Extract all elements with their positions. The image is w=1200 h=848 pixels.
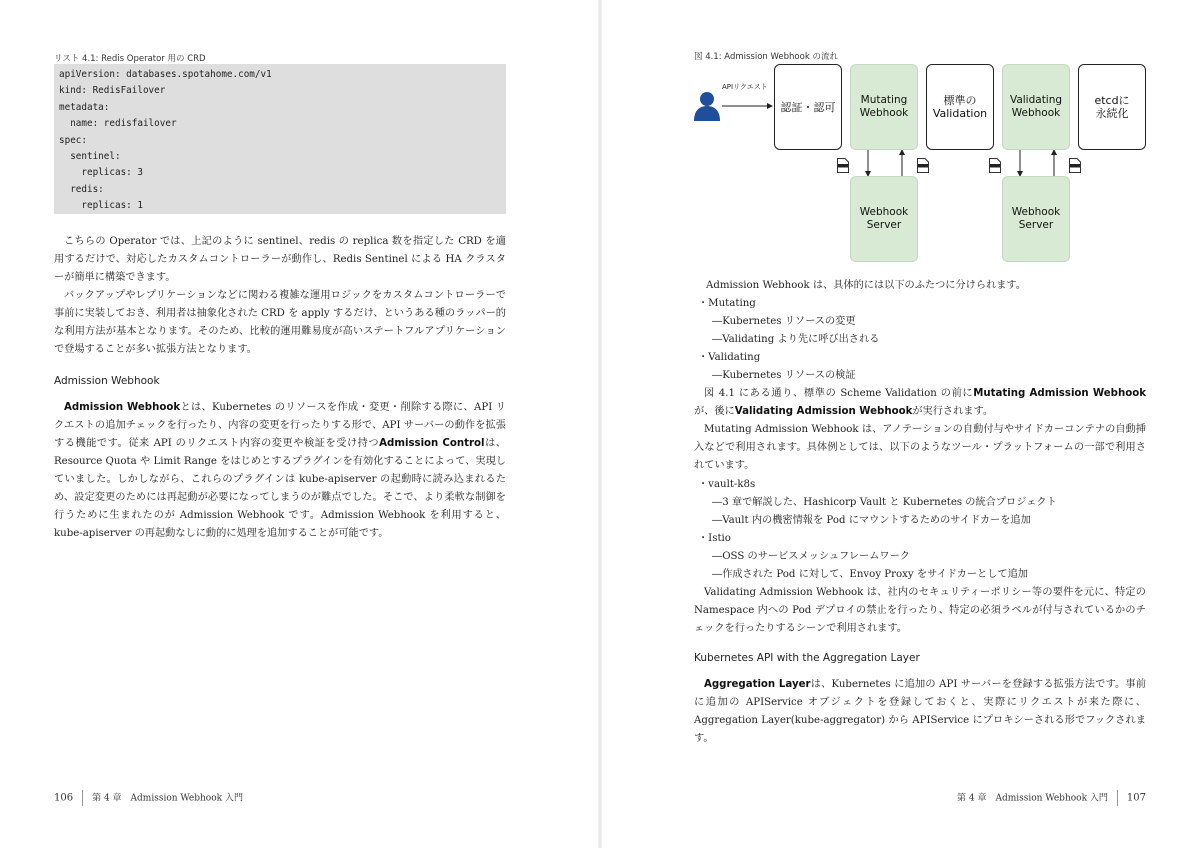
paragraph-mutating-usage: Mutating Admission Webhook は、アノテーションの自動付与やサイドカーコンテナの自動挿入などで利用されます。具体例としては、以下のようなツール・プラットフォームの一部で利用されています。: [694, 424, 1146, 471]
list-item: ・Mutating: [698, 298, 756, 309]
right-page: [600, 0, 1200, 848]
page-number: 106: [54, 792, 74, 804]
box-auth: 認証・認可: [774, 64, 842, 150]
list-item: ・vault-k8s: [698, 479, 756, 490]
footer-right: [957, 790, 1146, 806]
box-standard-validation: 標準の Validation: [926, 64, 994, 150]
list-item: ―Vault 内の機密情報を Pod にマウントするためのサイドカーを追加: [712, 515, 1031, 526]
running-header: 第 4 章 Admission Webhook 入門: [92, 793, 243, 804]
box-validating-webhook: Validating Webhook: [1002, 64, 1070, 150]
box-mutating-webhook: Mutating Webhook: [850, 64, 918, 150]
list-item: ―3 章で解説した、Hashicorp Vault と Kubernetes の統合プロジェクト: [712, 497, 1057, 508]
figure-caption: 図 4.1: Admission Webhook の流れ: [694, 52, 838, 62]
footer-left: [54, 790, 243, 806]
term-admission-webhook: Admission Webhook: [64, 402, 181, 413]
api-request-label: APIリクエスト: [722, 83, 768, 91]
code-line: name: redisfailover: [59, 118, 177, 130]
page-number: 107: [1126, 792, 1146, 804]
list-item: ―OSS のサービスメッシュフレームワーク: [712, 551, 910, 562]
code-listing: [54, 64, 506, 214]
json-document-icon: [1069, 158, 1081, 173]
listing-caption: リスト 4.1: Redis Operator 用の CRD: [54, 54, 206, 64]
list-item: ・Validating: [698, 352, 761, 363]
term-mutating-admission-webhook: Mutating Admission Webhook: [973, 388, 1146, 399]
list-item: ―Kubernetes リソースの変更: [712, 316, 856, 327]
paragraph-wrapper-usage: バックアップやレプリケーションなどに関わる複雑な運用ロジックをカスタムコントローラーで事前に実装しておき、利用者は抽象化された CRD を apply するだけ、というある種のラッパー的な利用方法が基本となります。そのため、比較的運用難易度が高いステートフルアプリケーションで登場することが多い拡張方法となります。: [54, 290, 506, 355]
code-line: replicas: 3: [59, 167, 143, 179]
list-item: ―Validating より先に呼び出される: [712, 334, 880, 345]
term-validating-admission-webhook: Validating Admission Webhook: [734, 406, 913, 417]
intro-line: Admission Webhook は、具体的には以下のふたつに分けられます。: [706, 280, 1026, 291]
section-heading-aggregation-layer: Kubernetes API with the Aggregation Layer: [694, 652, 920, 664]
list-item: ―Kubernetes リソースの検証: [712, 370, 856, 381]
running-header: 第 4 章 Admission Webhook 入門: [957, 793, 1108, 804]
admission-webhook-flow-diagram: [600, 0, 1200, 270]
term-aggregation-layer: Aggregation Layer: [704, 679, 811, 690]
json-document-icon: [989, 158, 1001, 173]
code-line: sentinel:: [59, 151, 121, 163]
code-line: apiVersion: databases.spotahome.com/v1: [59, 69, 272, 80]
paragraph-validating-usage: Validating Admission Webhook は、社内のセキュリティーポリシー等の要件を元に、特定の Namespace 内への Pod デプロイの禁止を行ったり、特定の必須ラベルが付与されているかのチェックを行ったりするシーンで利用されます。: [694, 587, 1146, 634]
code-line: spec:: [59, 134, 87, 146]
code-line: replicas: 1: [59, 200, 143, 212]
box-etcd: etcdに 永続化: [1078, 64, 1146, 150]
json-document-icon: [837, 158, 849, 173]
paragraph-operator: こちらの Operator では、上記のように sentinel、redis の replica 数を指定した CRD を適用するだけで、対応したカスタムコントローラーが動作し、Redis Sentinel による HA クラスターが簡単に構築できます。: [54, 236, 506, 283]
box-webhook-server-2: Webhook Server: [1002, 176, 1070, 262]
code-line: redis:: [59, 183, 104, 195]
list-item: ―作成された Pod に対して、Envoy Proxy をサイドカーとして追加: [712, 569, 1028, 580]
code-line: kind: RedisFailover: [59, 85, 166, 97]
code-line: metadata:: [59, 101, 110, 113]
json-document-icon: [917, 158, 929, 173]
paragraph-figure-reference: 図 4.1 にある通り、標準の Scheme Validation の前にMutating Admission Webhookが、後にValidating Admission Webhookが実行されます。: [694, 388, 1146, 417]
user-icon: [694, 92, 720, 121]
paragraph-admission-webhook: Admission Webhookとは、Kubernetes のリソースを作成・変更・削除する際に、API リクエストの追加チェックを行ったり、内容の変更を行ったりする形で、API サーバーの動作を拡張する機能です。従来 API のリクエスト内容の変更や検証を受け持つAdmission Controlは、Resource Quota や Limit Range をはじめとするプラグインを有効化することによって、実現していました。しかしながら、これらのプラグインは kube-apiserver の起動時に読み込まれるため、設定変更のためには再起動が必要になってしまうのが難点でした。そこで、より柔軟な制御を行うために生まれたのが Admission Webhook です。Admission Webhook を利用すると、kube-apiserver の再起動なしに動的に処理を追加することが可能です。: [54, 402, 506, 539]
paragraph-aggregation-layer: Aggregation Layerは、Kubernetes に追加の API サーバーを登録する拡張方法です。事前に追加の APIService オブジェクトを登録しておくと、実際にリクエストが来た際に、Aggregation Layer(kube-aggregator) から APIService にプロキシーされる形でフックされます。: [694, 679, 1146, 744]
section-heading-admission-webhook: Admission Webhook: [54, 375, 160, 387]
term-admission-control: Admission Control: [379, 438, 485, 449]
list-item: ・Istio: [698, 533, 731, 544]
box-webhook-server-1: Webhook Server: [850, 176, 918, 262]
